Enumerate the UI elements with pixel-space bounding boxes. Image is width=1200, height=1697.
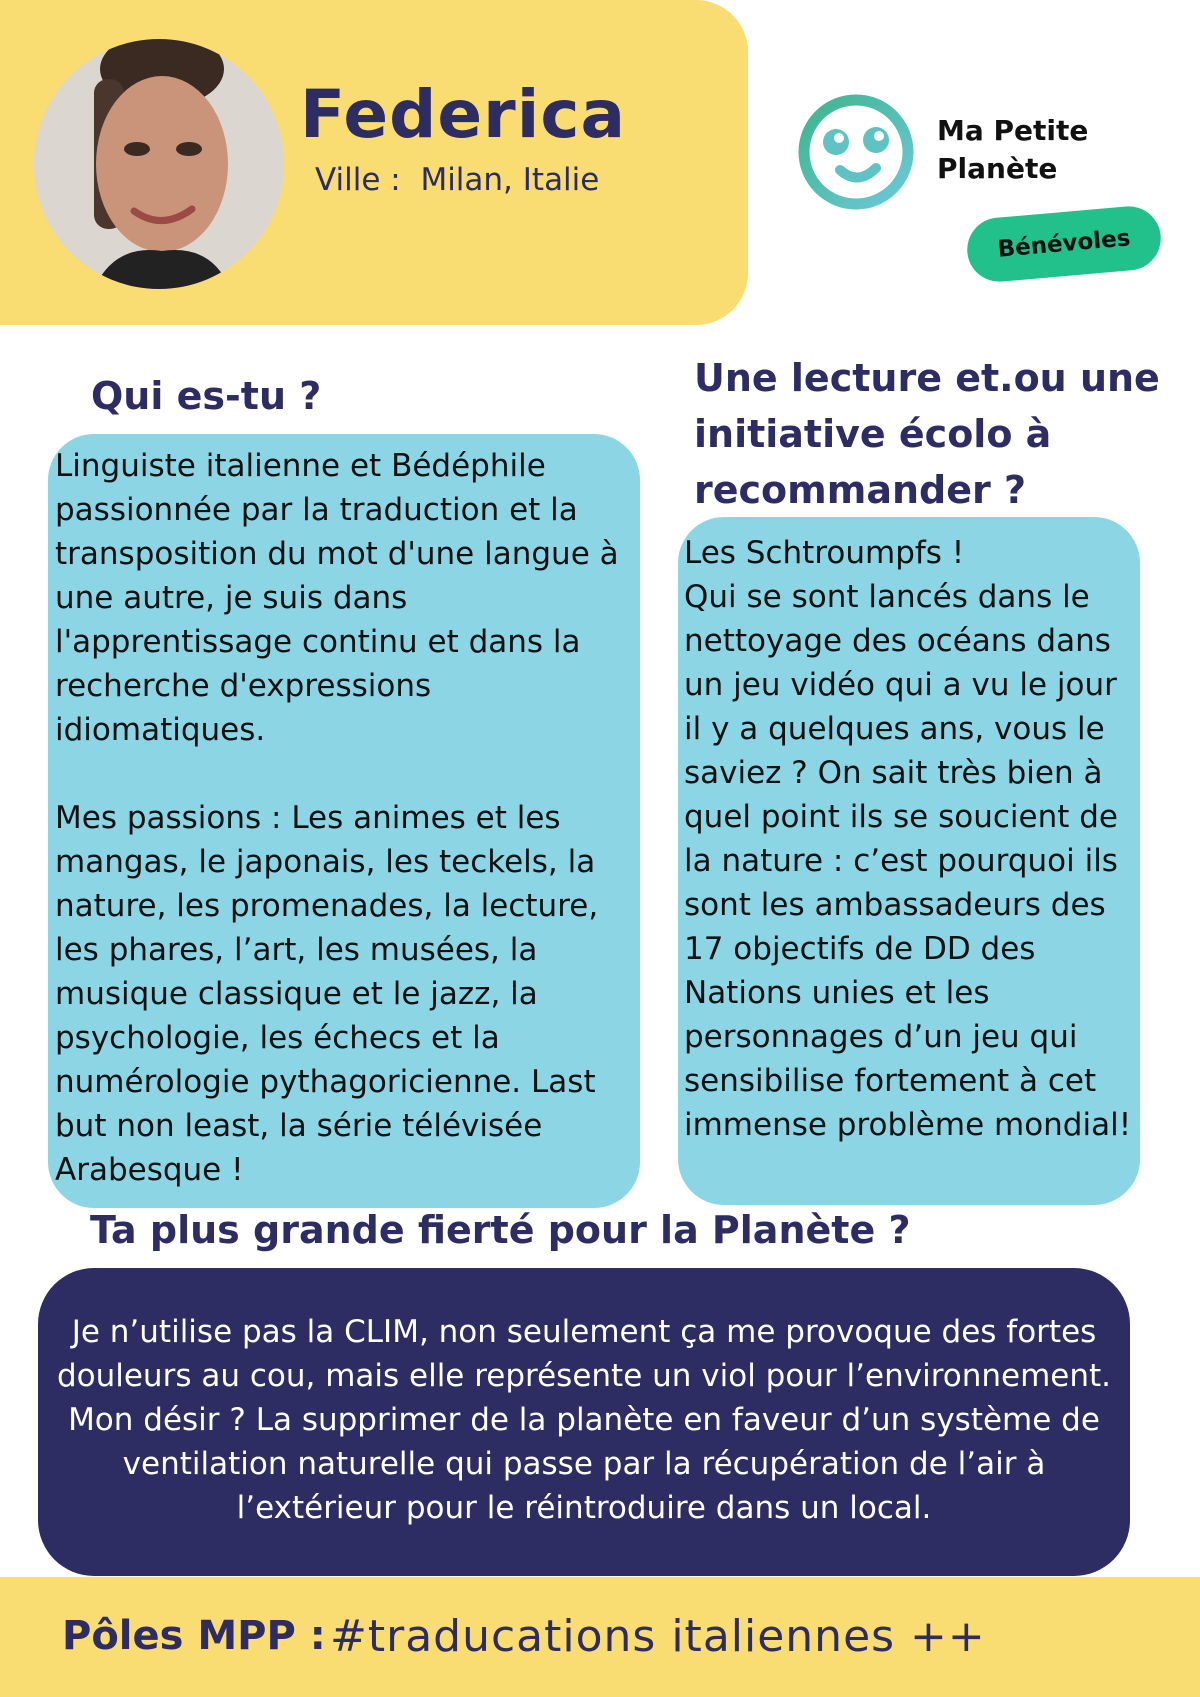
brand-line-2: Planète xyxy=(937,152,1058,185)
smiley-face-icon xyxy=(796,92,916,212)
who-bubble xyxy=(48,434,640,1208)
brand-line-1: Ma Petite xyxy=(937,114,1089,147)
reading-title: Une lecture et.ou une initiative écolo à recommander ? xyxy=(694,356,1160,512)
pride-box xyxy=(38,1268,1130,1576)
footer-label: Pôles MPP : xyxy=(62,1613,326,1659)
footer-tags: #traducations italiennes ++ xyxy=(330,1611,986,1662)
footer-bar xyxy=(0,1577,1200,1697)
reading-bubble xyxy=(678,517,1140,1205)
avatar xyxy=(34,39,284,289)
who-title: Qui es-tu ? xyxy=(91,374,322,418)
volunteers-badge: Bénévoles xyxy=(965,204,1164,285)
pride-title: Ta plus grande fierté pour la Planète ? xyxy=(90,1208,911,1252)
pride-text: Je n’utilise pas la CLIM, non seulement ça me provoque des fortes douleurs au cou, mais elle représente un viol pour l’environnement. Mon désir ? La supprimer de la planète en faveur d’un système de ventilation naturelle qui passe par la récupération de l’air à l’extérieur pour le réintroduire dans un local. xyxy=(56,1314,1112,1526)
header-panel xyxy=(0,0,748,325)
brand-name xyxy=(937,112,1177,188)
who-paragraph-2: Mes passions : Les animes et les mangas, le japonais, les teckels, la nature, les promenades, la lecture, les phares, l’art, les musées, la musique classique et le jazz, la psychologie, les échecs et la numérologie pythagoricienne. Last but non least, la série télévisée Arabesque ! xyxy=(55,800,599,1188)
who-paragraph-1: Linguiste italienne et Bédéphile passionnée par la traduction et la transposition du mot d'une langue à une autre, je suis dans l'apprentissage continu et dans la recherche d'expressions idiomatiques. xyxy=(55,448,619,748)
profile-city: Ville : Milan, Italie xyxy=(315,162,600,198)
profile-photo xyxy=(34,39,284,289)
reading-text: Les Schtroumpfs ! Qui se sont lancés dans le nettoyage des océans dans un jeu vidéo qui a vu le jour il y a quelques ans, vous le saviez ? On sait très bien à quel point ils se soucient de la nature : c’est pourquoi ils sont les ambassadeurs des 17 objectifs de DD des Nations unies et les personnages d’un jeu qui sensibilise fortement à cet immense problème mondial! xyxy=(684,535,1132,1143)
profile-name: Federica xyxy=(300,76,627,153)
